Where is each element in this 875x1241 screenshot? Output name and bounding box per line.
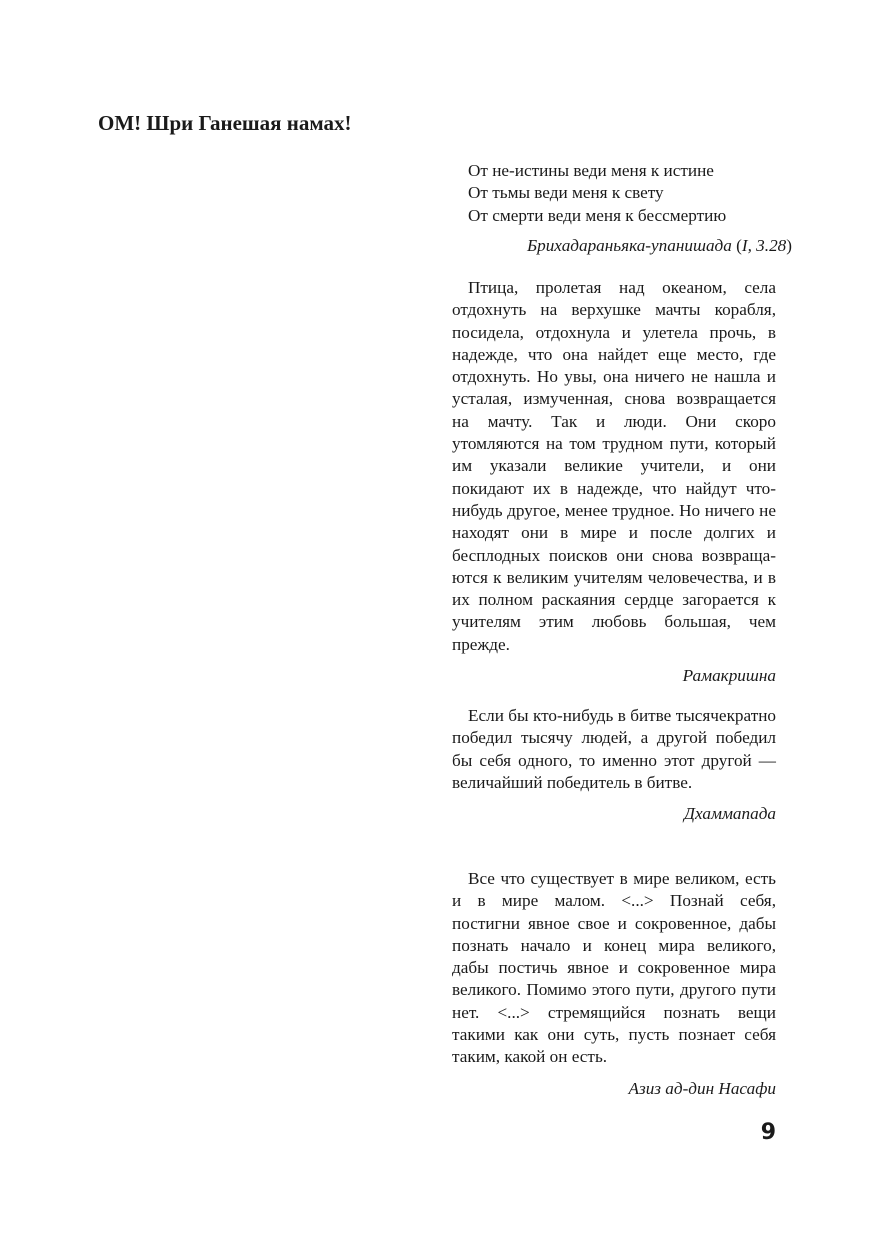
quote-text: Все что существует в мире великом, есть и в мире малом. <...> Познай себя, постигни явное свое и сокровенное, дабы познать начало и конец мира великого, дабы постичь явное и сокровенное мира великого. Помимо этого пути, другого пути нет. <...> стремящийся познать вещи такими как они суть, пусть познает себя таким, какой он есть. xyxy=(452,869,776,1067)
quote-block xyxy=(452,868,776,1100)
quote-text: Если бы кто-нибудь в битве тысячекратно победил тысячу людей, а другой победил бы себя одного, то именно этот другой — величайший победитель в битве. xyxy=(452,706,776,792)
epigraph-source-title: Брихадараньяка-упанишада xyxy=(526,235,732,255)
quote-author: Дхаммапада xyxy=(684,804,776,824)
epigraph xyxy=(452,160,792,257)
epigraph-source xyxy=(468,235,792,257)
page-number: 9 xyxy=(760,1120,776,1145)
page-heading: ОМ! Шри Ганешая намах! xyxy=(98,111,352,135)
epigraph-line: От не-истины веди меня к истине xyxy=(468,161,714,180)
quote-author: Рамакришна xyxy=(682,666,776,686)
quote-text: Птица, пролетая над океаном, села отдохнуть на верхушке мачты корабля, посидела, отдохнула и улетела прочь, в надежде, что она найдет еще место, где отдохнуть. Но увы, она ничего не нашла и усталая, измученная, снова возвращается на мачту. Так и люди. Они скоро утомляются на том трудном пути, который им указали великие учители, и они покидают их в надежде, что найдут что-нибудь другое, менее трудное. Но ничего не находят они в мире и после долгих и бесплодных поисков они снова возвращаются к великим учителям человечества, и в их полном раскаяния сердце загорается к учителям этим любовь большая, чем прежде. xyxy=(452,278,776,654)
epigraph-line: От тьмы веди меня к свету xyxy=(468,183,664,203)
epigraph-source-ref: I, 3.28 xyxy=(741,235,787,255)
epigraph-source-paren-close: ) xyxy=(786,235,792,255)
epigraph-line: От смерти веди меня к бессмертию xyxy=(468,205,727,225)
quote-author: Азиз ад-дин Насафи xyxy=(628,1078,776,1098)
quote-block xyxy=(452,277,776,687)
epigraph-source-paren-open: ( xyxy=(731,235,742,255)
quote-block xyxy=(452,705,776,825)
